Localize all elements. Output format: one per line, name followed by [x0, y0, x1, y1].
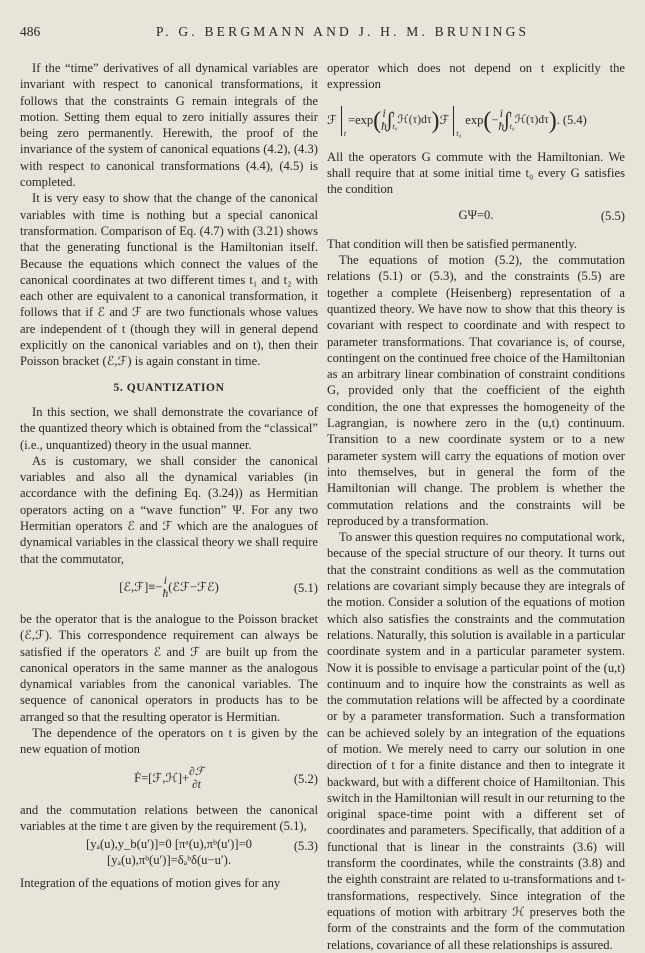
equation-5-1 — [20, 575, 318, 601]
equation-number: (5.3) — [293, 838, 318, 853]
exp-label: exp — [465, 113, 484, 128]
numerator: ∂ℱ — [189, 765, 204, 778]
integrand: ℋ(τ)dτ — [514, 114, 549, 127]
page-header — [20, 24, 625, 44]
eq-lhs: Ḟ=[ℱ,ℋ]+ — [134, 770, 190, 785]
paren-close: ) — [431, 107, 440, 134]
paragraph: The dependence of the operators on t is given by the new equation of motion — [20, 725, 318, 757]
paragraph: That condition will then be satisfied permanently. — [327, 236, 577, 251]
running-title: P. G. BERGMANN AND J. H. M. BRUNINGS — [156, 24, 530, 39]
equation-number: (5.4) — [562, 113, 587, 128]
page-number: 486 — [20, 24, 41, 39]
eq-expr: GΨ=0. — [458, 208, 494, 223]
equation-5-5 — [327, 207, 625, 223]
equation-number: (5.5) — [600, 208, 625, 223]
denominator: ħ — [162, 587, 169, 600]
equation-number: (5.2) — [293, 771, 318, 786]
eq-lhs: ℱ — [327, 113, 337, 128]
operator: ℱ — [439, 113, 450, 128]
paragraph: The equations of motion (5.2), the commutation relations (5.1) or (5.3), and the constraints (5.5) are together a complete (Heisenberg) representation of a quantized theory. We have now to show that this theory is covariant with respect to coordinate and with respect to parameter transformations. That covariance is, of course, contingent on the continued free choice of the Hamiltonian as an arbitrary linear combination of constraint conditions G, provided only that the coefficient of the eighth condition, the one that expresses the homogeneity of the Lagrangian, is nowhere zero in the (u,t) continuum. Transition to a new coordinate system or to a new parameter system will carry the equations of motion over into themselves, but in general the form of the Hamiltonian will change. The problem is whether the commutation relations and the constraints will be reproduced by a transformation. — [327, 253, 625, 528]
numerator: i — [163, 574, 167, 587]
paragraph: To answer this question requires no computational work, because of the special structure of our theory. It turns out that the constraint conditions as well as the commutation relations are covariant simply because they are integrals of the motion. Consider a solution of the equations of motion which also satisfies the constraints and the commutation relations. Naturally, this solution is available in a particular coordinate system and in a particular parameter system. Now it is possible to envisage a particular point of the (u,t) continuum and to inquire how the constraints as well as the commutation relations will be affected by a coordinate or by a parameter transformation. Such a transformation can be achieved solely by an integration of the equations of motion. We merely need to carry our solution in one direction of t for a finite distance and then to integrate it backward, but with a different choice of Hamiltonian. This switch in the Hamiltonian will result in our returning to the original space-time point with a different set of coordinates and parameters. Specifically, that addition of a functional that is linear in the constraints (3.6) will transform the coordinates, while the constraints (3.8) and the eighth constraint are related to u-transformations and t-transformations, respectively. Since integration of the equations of motion with arbitrary ℋ preserves both the form of the constraints and the form of the commutation relations, covariance of all these relationships is assured. — [327, 530, 626, 952]
evaluation-bar — [453, 106, 454, 136]
numerator: i — [499, 107, 503, 120]
integrand: ℋ(τ)dτ — [397, 114, 432, 127]
paragraph: As is customary, we shall consider the canonical variables and also all the dynamical variables (in accordance with the defining Eq. (3.24)) as Hermitian operators acting on a “wave function” Ψ. For any two Hermitian operators ℰ and ℱ which are the analogues of dynamical variables in the classical theory we shall require that the commutator, — [20, 453, 318, 566]
paragraph: and the commutation relations between the canonical variables at the time t are given by the requirement (5.1), — [20, 802, 318, 833]
exp-label: =exp — [348, 113, 374, 128]
equation-5-4: ℱ t =exp ( i ħ ∫ t t₀ ℋ(τ)dτ ) ℱ t₀ exp ( − i ħ ∫ t t₀ ℋ(τ)dτ ) . (5.4) — [327, 99, 625, 143]
denominator: ħ — [381, 120, 387, 133]
paren-close: ) — [548, 107, 557, 134]
denominator: ∂t — [192, 778, 201, 791]
eq-line-1: [yₐ(u),y_b(u′)]=0 [πᵃ(u),πᵇ(u′)]=0 — [86, 837, 252, 852]
eq-lhs: [ℰ,ℱ]≡− — [119, 579, 163, 594]
minus-sign: − — [491, 113, 499, 128]
paren-open: ( — [373, 107, 382, 134]
right-column — [327, 60, 625, 953]
evaluation-bar — [341, 106, 342, 136]
subscript: t — [343, 129, 347, 139]
paragraph: It is very easy to show that the change of the canonical variables with time is nothing but a special canonical transformation. Comparison of Eq. (4.7) with (3.21) shows that the generating functional is the Hamiltonian itself. Because the equations which connect the values of the canonical coordinates at two different times t₁ and t₂ with each other are equivalent to a canonical transformation, it follows that if ℰ and ℱ are two functionals whose values are independent of t (though they will in general depend explicitly on the canonical variables and on t), then their Poisson bracket (ℰ,ℱ) is again constant in time. — [20, 191, 318, 369]
paragraph: If the “time” derivatives of all dynamical variables are invariant with respect to canonical transformations, it follows that the constraints G remain integrals of the motion. Setting them equal to zero initially assures their being zero permanently. Herewith, the proof of the invariance of the system of canonical equations (4.2), (4.3) with respect to canonical transformations (4.4), (4.5) is completed. — [20, 61, 318, 190]
integral-sign: ∫ — [504, 109, 510, 132]
fraction — [189, 766, 204, 792]
numerator: i — [382, 107, 386, 120]
paragraph: Integration of the equations of motion gives for any — [20, 875, 281, 890]
lower-limit: t₀ — [392, 121, 398, 131]
paragraph: All the operators G commute with the Hamiltonian. We shall require that at some initial time t₀ every G satisfies the condition — [327, 149, 625, 197]
section-heading: 5. QUANTIZATION — [113, 381, 225, 394]
lower-limit: t₀ — [509, 121, 515, 131]
denominator: ħ — [498, 120, 505, 133]
eq-line-2: [yₐ(u),πᵇ(u′)]=δₐᵇδ(u−u′). — [107, 853, 231, 868]
equation-number: (5.1) — [293, 580, 318, 595]
subscript: t₀ — [456, 129, 462, 139]
eq-rhs: (ℰℱ−ℱℰ) — [168, 579, 219, 594]
upper-limit: t — [509, 109, 512, 119]
paren-open: ( — [483, 107, 492, 134]
equation-5-3 — [20, 836, 318, 869]
upper-limit: t — [392, 109, 395, 119]
paragraph: be the operator that is the analogue to the Poisson bracket (ℰ,ℱ). This correspondence requirement can always be satisfied if the operators ℰ and ℱ are built up from the canonical operators in the same manner as the analogous dynamical variables from the canonical variables. The sequence of canonical operators in products has to be arranged so that the resulting operator is Hermitian. — [20, 611, 318, 724]
equation-5-2 — [20, 766, 318, 792]
paragraph: In this section, we shall demonstrate the covariance of the quantized theory which is obtained from the “classical” (i.e., unquantized) theory in the usual manner. — [20, 404, 318, 452]
integral-sign: ∫ — [386, 109, 393, 132]
left-column — [20, 60, 318, 891]
paragraph: operator which does not depend on t explicitly the expression — [327, 61, 625, 92]
